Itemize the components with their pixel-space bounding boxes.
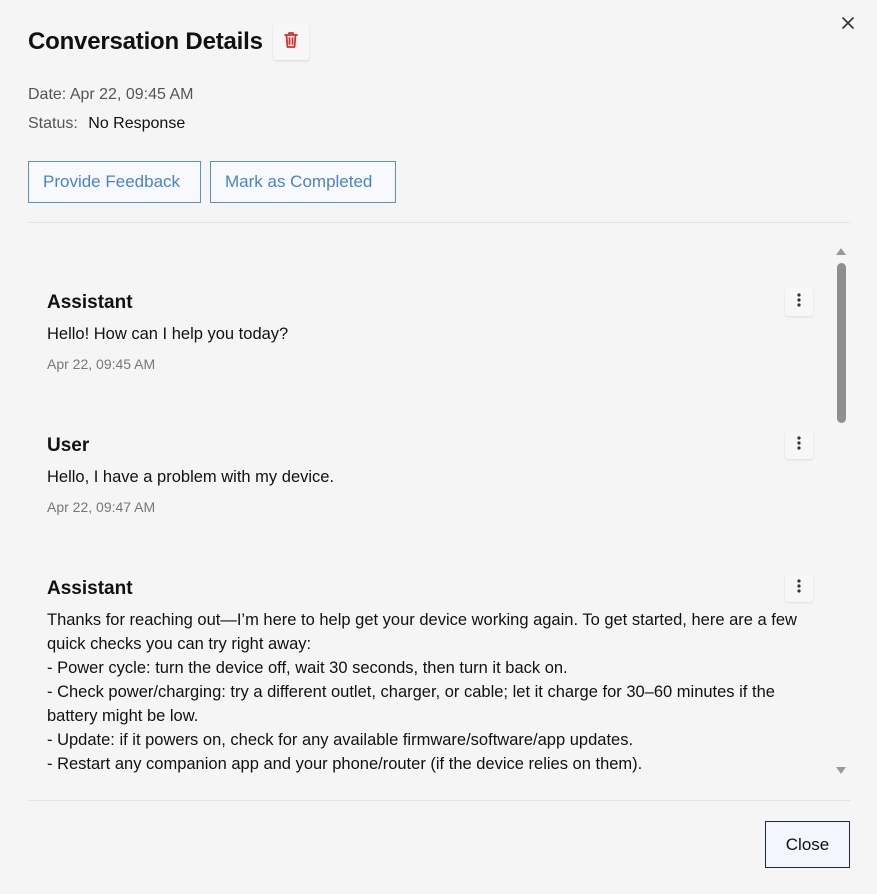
message-author: Assistant [47,578,133,599]
date-label: Date: [28,86,67,103]
message-time: Apr 22, 09:45 AM [47,356,156,372]
message-text: Thanks for reaching out—I’m here to help get your device working again. To get started, here are a few quick checks you can try right away: - Power cycle: turn the device off, wait 30 seconds, then turn it back on. - Check power/charging: try a different outlet, charger, or cable; let it charge for 30–60 minutes if the battery might be low. - Update: if it powers on, check for any available firmware/software/app updates. - Restart any companion app and your phone/router (if the device relies on them). [47,611,797,773]
message-time: Apr 22, 09:47 AM [47,499,156,515]
message-text: Hello, I have a problem with my device. [47,468,335,486]
message-author: Assistant [47,292,133,313]
delete-conversation-button[interactable] [273,24,309,60]
divider [28,800,850,801]
message-author: User [47,435,90,456]
more-vertical-icon [797,293,801,312]
scroll-down-arrow-icon[interactable] [836,767,846,774]
divider [28,222,850,223]
more-vertical-icon [797,436,801,455]
message-menu-button[interactable] [785,288,813,316]
message-item [47,292,813,372]
scrollbar[interactable] [830,242,850,780]
status-label: Status: [28,115,78,132]
mark-completed-button[interactable]: Mark as Completed [210,161,396,203]
message-menu-button[interactable] [785,574,813,602]
scrollbar-thumb[interactable] [837,263,846,423]
close-icon[interactable] [837,12,859,34]
status-value: No Response [88,115,186,132]
message-menu-button[interactable] [785,431,813,459]
message-list[interactable] [28,242,850,780]
status-row [28,115,185,133]
date-value: Apr 22, 09:45 AM [69,86,194,103]
trash-icon [282,30,300,55]
dialog-title: Conversation Details [28,28,263,55]
date-row [28,86,193,104]
message-text: Hello! How can I help you today? [47,325,289,343]
scroll-up-arrow-icon[interactable] [836,248,846,255]
message-item [47,435,813,515]
close-button[interactable]: Close [765,821,850,868]
more-vertical-icon [797,579,801,598]
title-row [28,24,309,60]
provide-feedback-button[interactable]: Provide Feedback [28,161,201,203]
action-buttons [28,161,396,203]
message-item [47,578,813,776]
